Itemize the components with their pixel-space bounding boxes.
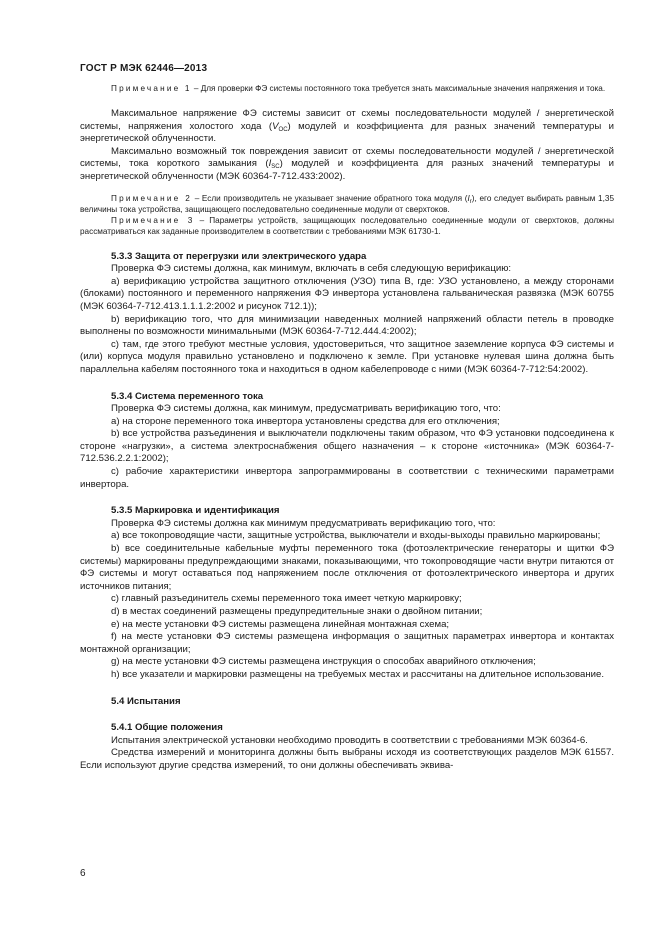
list-item: c) главный разъединитель схемы переменного тока имеет четкую маркировку;: [111, 593, 462, 605]
list-item: Проверка ФЭ системы должна, как минимум, включать в себя следующую верификацию:: [111, 263, 512, 275]
paragraph: Максимальное напряжение ФЭ системы зависит от схемы последовательности модулей / энергетической системы, напряжения холостого хода $(V_{OC})$ модулей и коэффициента для разных значений температуры и энергетической облученности.: [80, 108, 614, 145]
list-item: a) верификацию устройства защитного отключения (УЗО) типа В, где: УЗО установлено, а между сторонами (блоками) постоянного и переменного напряжения ФЭ инвертора установлена гальваническая развязка (МЭК 60755 (МЭК 60364-7-712.413.1.1.1.2:2002 и рисунок 712.1));: [80, 275, 614, 312]
list-item: e) на месте установки ФЭ системы размещена линейная монтажная схема;: [111, 618, 450, 630]
section-heading-5-3-5: 5.3.5 Маркировка и идентификация: [111, 505, 280, 517]
list-item: b) все устройства разъединения и выключатели подключены таким образом, что ФЭ установки подсоединена к стороне «нагрузки», а система электроснабжения общего назначения – к стороне «источника» (МЭК 60364-7-712.536.2.2.1:2002);: [80, 428, 614, 465]
document-header: ГОСТ Р МЭК 62446—2013: [80, 63, 208, 74]
current-symbol: I: [467, 193, 470, 203]
paragraph: Максимально возможный ток повреждения зависит от схемы последовательности модулей / энергетической системы, тока короткого замыкания $(I_{SC})$ модулей и коэффициента для разных значений температуры и энергетической облученности (МЭК 60364-7-712.433:2002).: [80, 145, 614, 182]
note-3: [80, 215, 614, 237]
list-item: b) верификацию того, что для минимизации наведенных молнией напряжений области петель в проводке выполнены по возможности минимальными (МЭК 60364-7-712.444.4:2002);: [80, 313, 614, 338]
section-heading-5-4-1: 5.4.1 Общие положения: [111, 722, 223, 734]
page-number: 6: [80, 868, 86, 879]
list-item: c) там, где этого требуют местные условия, удостовериться, что защитное заземление корпуса ФЭ системы и (или) корпуса модуля правильно установлено и подключено к земле. При установке нулевая шина должна быть параллельна кабелям постоянного тока и находиться в одном кабелепроводе с ними (МЭК 60364-7-712:54:2002).: [80, 338, 614, 375]
note-label: Примечание 2: [111, 193, 193, 203]
section-heading-5-3-4: 5.3.4 Система переменного тока: [111, 390, 264, 402]
note-label: Примечание 1: [111, 84, 192, 93]
note-2: Примечание 2 – Если производитель не указывает значение обратного тока модуля $(I_r)$, его следует выбирать равным 1,35 величины тока устройства, защищающего последовательно соединенные модули от сверхтоков.: [80, 193, 614, 214]
list-item: Проверка ФЭ системы должна как минимум предусматривать верификацию того, что:: [111, 517, 496, 529]
list-item: a) все токопроводящие части, защитные устройства, выключатели и входы-выходы правильно маркированы;: [111, 530, 601, 542]
current-symbol: I: [268, 158, 272, 170]
paragraph: Испытания электрической установки необходимо проводить в соответствии с требованиями МЭК 60364-6.: [111, 734, 588, 746]
list-item: b) все соединительные кабельные муфты переменного тока (фотоэлектрические генераторы и щитки ФЭ системы) маркированы предупреждающими знаками, показывающими, что токопроводящие части внутри питаются от ФЭ системы и могут оставаться под напряжением после отключения от фотоэлектрического инвертора и других источников питания;: [80, 543, 614, 592]
note-1: [80, 83, 614, 94]
section-heading-5-4: 5.4 Испытания: [111, 695, 181, 707]
list-item: d) в местах соединений размещены предупредительные знаки о двойном питании;: [111, 606, 483, 617]
paragraph: Средства измерений и мониторинга должны быть выбраны исходя из соответствующих разделов МЭК 61557. Если используют другие средства измерений, то они должны обеспечивать эквива-: [80, 747, 614, 771]
note-label: Примечание 3: [111, 215, 195, 225]
note-text: – Для проверки ФЭ системы постоянного тока требуется знать максимальные значения напряжения и тока.: [191, 84, 606, 93]
list-item: g) на месте установки ФЭ системы размещена инструкция о способах аварийного отключения;: [111, 656, 536, 668]
list-item: Проверка ФЭ системы должна, как минимум, предусматривать верификацию того, что:: [111, 403, 501, 415]
voltage-symbol: V: [272, 120, 279, 132]
list-item: c) рабочие характеристики инвертора запрограммированы в соответствии с техническими параметрами инвертора.: [80, 466, 614, 490]
list-item: f) на месте установки ФЭ системы размещена информация о защитных параметрах инвертора и контактах монтажной организации;: [80, 631, 614, 655]
list-item: a) на стороне переменного тока инвертора установлены средства для его отключения;: [111, 415, 500, 427]
section-heading-5-3-3: 5.3.3 Защита от перегрузки или электрического удара: [111, 250, 367, 262]
list-item: h) все указатели и маркировки размещены на требуемых местах и рассчитаны на длительное использование.: [111, 668, 604, 680]
page-content: [80, 83, 614, 773]
note-text: – Параметры устройств, защищающих последовательно соединенные модули от сверхтоков, должны рассматриваться как заданные производителем в соответствии с требованиями МЭК 61730-1.: [80, 215, 614, 236]
